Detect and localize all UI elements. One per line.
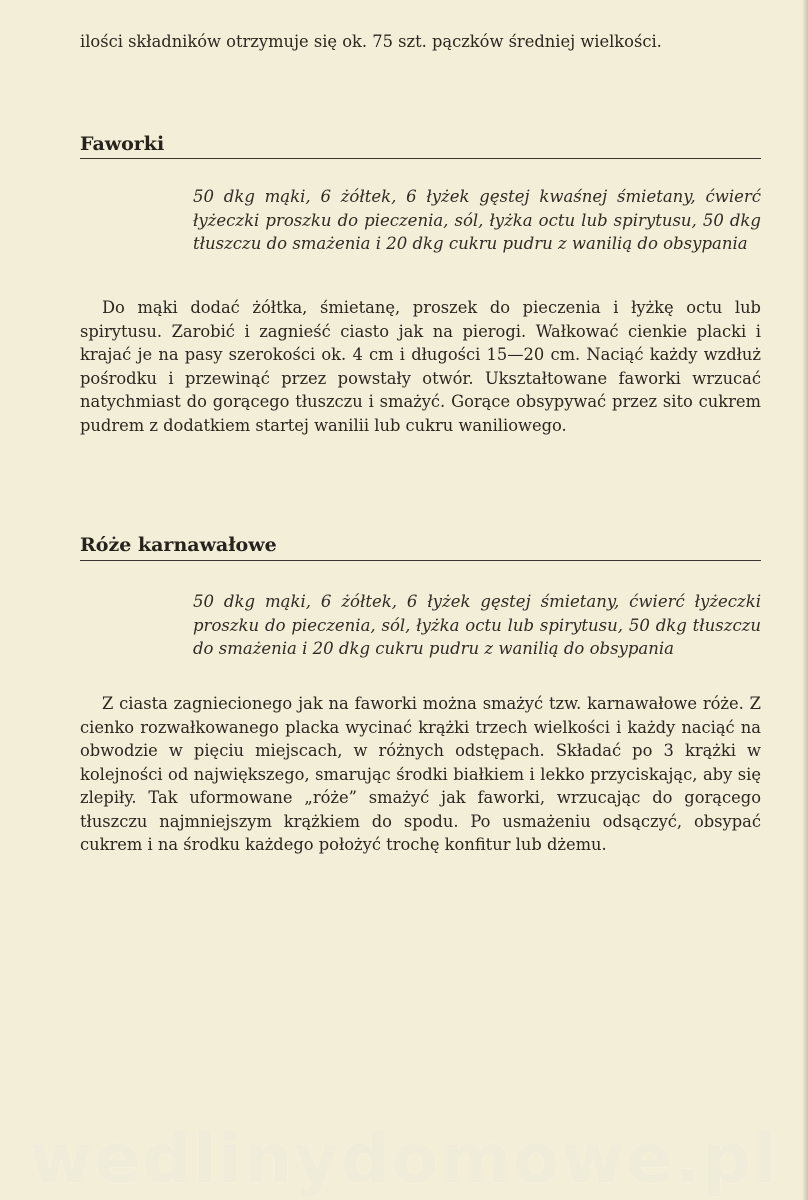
instructions-roze — [80, 692, 761, 857]
page-edge-shadow — [802, 0, 808, 1200]
section-rule-faworki — [80, 158, 761, 159]
section-title-faworki: Faworki — [80, 133, 165, 155]
instructions-roze-text: Z ciasta zagniecionego jak na faworki można smażyć tzw. karnawałowe róże. Z cienko rozwałkowanego placka wycinać krążki trzech wielkości i każdy naciąć na obwodzie w pięciu miejscach, w różnych odstępach. Składać po 3 krążki w kolejności od największego, smarując środki białkiem i lekko przyciskając, aby się zlepiły. Tak uformowane „róże” smażyć jak faworki, wrzucając do gorącego tłuszczu najmniejszym krążkiem do spodu. Po usmażeniu odsączyć, obsypać cukrem i na środku każdego położyć trochę konfitur lub dżemu. — [80, 694, 761, 854]
instructions-faworki-text: Do mąki dodać żółtka, śmietanę, proszek do pieczenia i łyżkę octu lub spirytusu. Zarobić i zagnieść ciasto jak na pierogi. Wałkować cienkie placki i krajać je na pasy szerokości ok. 4 cm i długości 15—20 cm. Naciąć każdy wzdłuż pośrodku i przewinąć przez powstały otwór. Ukształtowane faworki wrzucać natychmiast do gorącego tłuszczu i smażyć. Gorące obsypywać przez sito cukrem pudrem z dodatkiem startej wanilii lub cukru waniliowego. — [80, 298, 761, 435]
ingredients-roze: 50 dkg mąki, 6 żółtek, 6 łyżek gęstej śmietany, ćwierć łyżeczki proszku do pieczenia, sól, łyżka octu lub spirytusu, 50 dkg tłuszczu do smażenia i 20 dkg cukru pudru z wanilią do obsypania — [193, 592, 761, 658]
ingredients-faworki: 50 dkg mąki, 6 żółtek, 6 łyżek gęstej kwaśnej śmietany, ćwierć łyżeczki proszku do pieczenia, sól, łyżka octu lub spirytusu, 50 dkg tłuszczu do smażenia i 20 dkg cukru pudru z wanilią do obsypania — [193, 187, 761, 253]
intro-text: ilości składników otrzymuje się ok. 75 szt. pączków średniej wielkości. — [80, 32, 662, 51]
section-rule-roze — [80, 560, 761, 561]
instructions-faworki — [80, 296, 761, 437]
section-title-roze: Róże karnawałowe — [80, 534, 277, 556]
intro-paragraph — [80, 30, 761, 54]
watermark: wedlinydomowe.pl — [29, 1120, 779, 1199]
